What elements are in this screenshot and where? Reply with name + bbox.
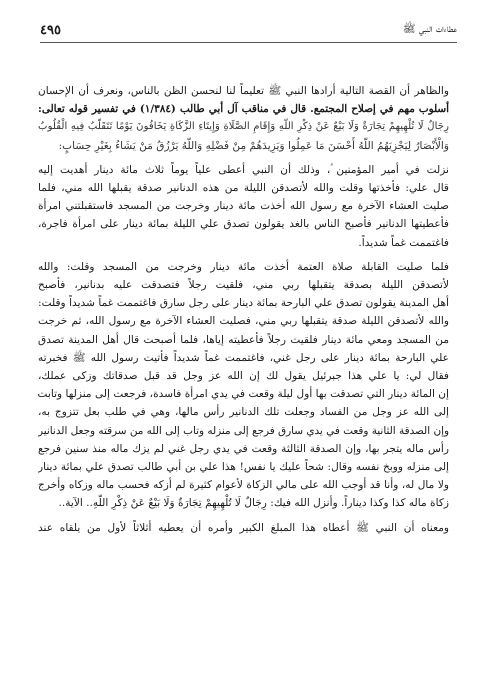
text-line: أهل المدينة يقولون تصدق علي البارحة بمائة دينار على رجل سارق فاغتممت غماً شديداً وقلت: [38, 297, 449, 310]
text-line: لأتصدقن الليلة بصدقة يتقبلها ربي مني، فلقيت رجلاً فتصدقت عليه بدنانير، فأصبح [38, 279, 449, 292]
text-line: فاغتممت غماً شديداً. [358, 236, 449, 249]
text-line: أسلوب مهم في إصلاح المجتمع. قال في مناقب آل أبي طالب (١/٣٨٤) في تفسير قوله تعالى: [38, 103, 449, 116]
page-number: ٤٩٥ [40, 23, 61, 38]
text-line: نزلت في أمير المؤمنين ؑ، وذلك أن النبي أعطى علياً يوماً ثلاث مائة دينار أهديت إليه [38, 163, 449, 176]
paragraph [38, 258, 459, 513]
quran-verse-line: رِجَالٌ لَا تُلْهِيهِمْ تِجَارَةٌ وَلَا بَيْعٌ عَنْ ذِكْرِ اللَّهِ وَإِقَامِ الصَّلَاةِ وَإِيتَاءِ الزَّكَاةِ يَخَافُونَ يَوْمًا تَتَقَلَّبُ فِيهِ الْقُلُوبُ [38, 121, 449, 133]
page-header [40, 18, 457, 38]
text-line: صليت العشاء الآخرة مع رسول الله أخذت مائة دينار وخرجت من المسجد فاستقبلتني امرأة [38, 200, 449, 213]
text-line: من المسجد ومعي مائة دينار فلقيت رجلاً فأعطيته إياها، فلما أصبحت قال أهل المدينة تصدق [38, 333, 449, 346]
text-line: ومعناه أن النبي ﷺ أعطاه هذا المبلغ الكبير وأمره أن يعطيه أثلاثاً لأول من يلقاه عند [38, 521, 449, 534]
text-line: قال علي: فأخذتها وقلت والله لأتصدقن الليلة من هذه الدنانير صدقة يقبلها الله مني، فلما [38, 182, 449, 195]
running-title: عطاءات النبي ﷺ [402, 23, 457, 35]
text-line: رأس ماله يتجر بها، وإن الصدقة الثالثة وقعت في يدي رجل غني لم يزك ماله منذ سنين فرجع [38, 442, 449, 455]
text-line: فأعطيتها الدنانير فأصبح الناس بالغد يقولون تصدق علي الليلة بمائة دينار على امرأة فاجرة، [38, 218, 449, 231]
text-line: والله لأتصدقن الليلة صدقة يتقبلها ربي مني، فصليت العشاء الآخرة مع رسول الله، ثم خرجت [38, 315, 449, 328]
text-line: والظاهر أن القصة التالية أرادها النبي ﷺ تعليماً لنا لنحسن الظن بالناس، ونعرف أن الإحسان [38, 85, 449, 97]
paragraph [38, 519, 459, 537]
text-line: علي البارحة بمائة دينار على رجل غني، فاغتممت غماً شديداً فأتيت رسول الله ﷺ فخبرته [38, 351, 449, 364]
header-divider [40, 42, 457, 43]
quran-verse-line: وَالْأَبْصَارُ لِيَجْزِيَهُمُ اللَّهُ أَحْسَنَ مَا عَمِلُوا وَيَزِيدَهُمْ مِنْ فَضْلِهِ وَاللَّهُ يَرْزُقُ مَنْ يَشَاءُ بِغَيْرِ حِسَابٍ: [58, 139, 449, 152]
body-text [38, 82, 459, 543]
paragraph [38, 161, 459, 252]
text-line: ولا مال له، وأنا قد أوجب الله على مالي الزكاة لأعوام كثيرة لم أزكه فحسب ماله وزكاه وأخرج [38, 479, 449, 492]
text-line: فلما صليت القابلة صلاة العتمة أخذت مائة دينار وخرجت من المسجد وقلت: والله [38, 260, 449, 273]
text-line: إلى الله عز وجل من الفساد وجعلت تلك الدنانير رأس مالها، وهي في طلب بعل تتزوج به، [38, 406, 449, 419]
text-line: زكاة ماله كذا وكذا ديناراً. وأنزل الله فيك: رِجَالٌ لَا تُلْهِيهِمْ تِجَارَةٌ وَلَا بَيْعٌ عَنْ ذِكْرِ اللَّهِ.. الآية.. [58, 497, 449, 510]
text-line: إلى منزله ووبخ نفسه وقال: شحاً عليك يا نفس! هذا علي بن أبي طالب تصدق علي بمائة دينار [38, 461, 449, 474]
paragraph [38, 82, 459, 155]
text-line: فقال لي: يا علي هذا جبرئيل يقول لك إن الله عز وجل قد قبل صدقاتك وزكى عملك، [38, 370, 449, 383]
text-line: إن المائة دينار التي تصدقت بها أول ليلة وقعت في يدي امرأة فاسدة، فرجعت إلى منزلها وتابت [38, 388, 449, 401]
text-line: وإن الصدقة الثانية وقعت في يدي سارق فرجع إلى منزله وتاب إلى الله من سرقته وجعل الدنانير [38, 424, 449, 437]
